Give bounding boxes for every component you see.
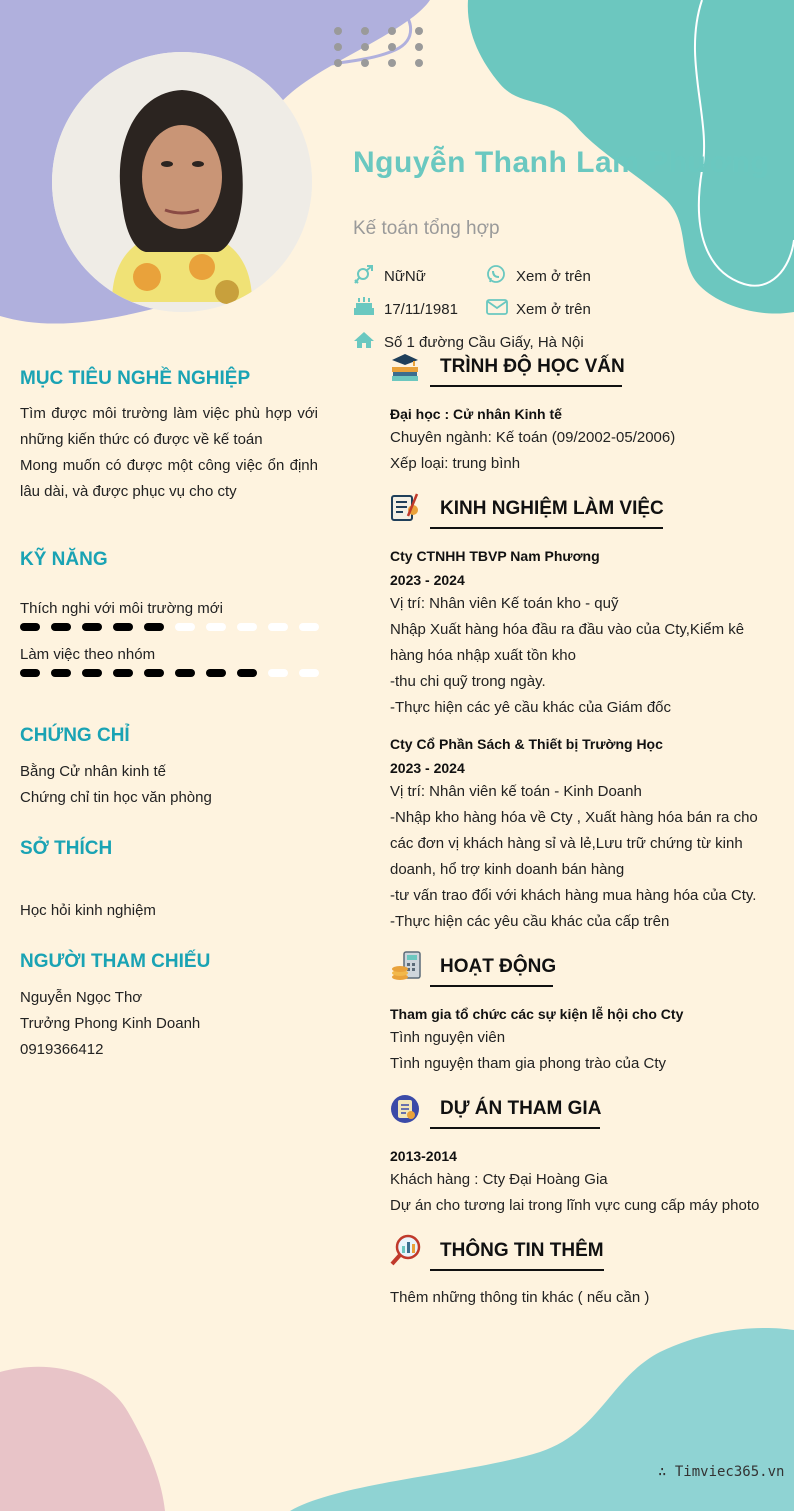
reference-position: Trưởng Phong Kinh Doanh — [20, 1015, 201, 1032]
certificates-title: CHỨNG CHỈ — [20, 725, 130, 746]
birthday-value: 17/11/1981 — [384, 301, 458, 318]
experience-title: KINH NGHIỆM LÀM VIỆC — [440, 498, 664, 519]
activity-item: Tình nguyện tham gia phong trào của Cty — [390, 1055, 667, 1072]
reference-name: Nguyễn Ngọc Thơ — [20, 989, 143, 1006]
job-duty: -thu chi quỹ trong ngày. — [390, 673, 546, 690]
home-icon — [353, 331, 375, 349]
job-duty: -Thực hiện các yêu cầu khác của cấp trên — [390, 913, 670, 930]
graduation-books-icon — [390, 352, 420, 382]
objective-text-2: Mong muốn có được một công việc ổn định lâu dài, và được phục vụ cho cty — [20, 457, 318, 500]
job-role: Vị trí: Nhân viên Kế toán kho - quỹ — [390, 595, 619, 612]
projects-title: DỰ ÁN THAM GIA — [440, 1098, 602, 1119]
gender-icon — [354, 265, 374, 285]
skill-dash-filled — [82, 623, 102, 631]
objective-title: MỤC TIÊU NGHỀ NGHIỆP — [20, 368, 251, 389]
references-title: NGƯỜI THAM CHIẾU — [20, 951, 211, 972]
skill-dash-filled — [144, 623, 164, 631]
phone-icon — [486, 264, 506, 284]
education-title: TRÌNH ĐỘ HỌC VẤN — [440, 356, 625, 377]
education-rank: Xếp loại: trung bình — [390, 455, 521, 472]
job-period: 2023 - 2024 — [390, 760, 465, 776]
job-duty: Nhập Xuất hàng hóa đầu ra đầu vào của Cty,Kiểm kê hàng hóa nhập xuất tồn kho — [390, 621, 745, 664]
skill-dash-filled — [51, 669, 71, 677]
additional-text: Thêm những thông tin khác ( nếu cần ) — [390, 1289, 650, 1306]
activity-item: Tình nguyện viên — [390, 1029, 506, 1046]
phone-value: Xem ở trên — [516, 268, 591, 285]
skill-dash-filled — [144, 669, 164, 677]
hobbies-title: SỞ THÍCH — [20, 838, 113, 859]
job-duty: -tư vấn trao đổi với khách hàng mua hàng hóa của Cty. — [390, 887, 757, 904]
gender-value: NữNữ — [384, 268, 426, 285]
activity-heading: Tham gia tổ chức các sự kiện lễ hội cho Cty — [390, 1006, 684, 1022]
project-description: Dự án cho tương lai trong lĩnh vực cung cấp máy photo — [390, 1197, 760, 1214]
brand-watermark: ∴ Timviec365.vn — [658, 1464, 785, 1480]
skill-dash-empty — [299, 623, 319, 631]
job-duty: -Nhập kho hàng hóa về Cty , Xuất hàng hóa bán ra cho các đơn vị khách hàng sỉ và lẻ,Lưu trữ chứng từ kinh doanh, hổ trợ kinh doanh bán hàng — [390, 809, 758, 878]
profile-photo — [52, 52, 312, 312]
education-major: Chuyên ngành: Kế toán (09/2002-05/2006) — [390, 429, 676, 446]
job-role: Vị trí: Nhân viên kế toán - Kinh Doanh — [390, 783, 642, 800]
calculator-coins-icon — [390, 950, 422, 982]
skill-name: Làm việc theo nhóm — [20, 646, 156, 663]
skill-dash-empty — [237, 623, 257, 631]
experience-document-icon — [390, 492, 420, 522]
reference-phone: 0919366412 — [20, 1041, 104, 1058]
project-period: 2013-2014 — [390, 1148, 457, 1164]
skill-dash-empty — [268, 623, 288, 631]
skill-dash-filled — [237, 669, 257, 677]
projects-underline — [430, 1127, 600, 1129]
skill-dash-filled — [206, 669, 226, 677]
candidate-name: Nguyễn Thanh Lam Phương — [353, 146, 770, 179]
skill-dash-filled — [113, 669, 133, 677]
email-value: Xem ở trên — [516, 301, 591, 318]
skill-dash-filled — [175, 669, 195, 677]
magnifier-chart-icon — [390, 1234, 422, 1266]
skill-dash-filled — [51, 623, 71, 631]
certificate-item: Chứng chỉ tin học văn phòng — [20, 789, 212, 806]
avatar-illustration — [52, 52, 312, 312]
skill-rating-bar — [20, 669, 319, 677]
job-company: Cty Cổ Phần Sách & Thiết bị Trường Học — [390, 736, 663, 752]
certificate-item: Bằng Cử nhân kinh tế — [20, 763, 166, 780]
skill-rating-bar — [20, 623, 319, 631]
objective-text-1: Tìm được môi trường làm việc phù hợp với những kiến thức có được về kế toán — [20, 405, 318, 448]
skill-dash-empty — [206, 623, 226, 631]
skill-dash-filled — [20, 669, 40, 677]
job-company: Cty CTNHH TBVP Nam Phương — [390, 548, 600, 564]
job-title: Kế toán tổng hợp — [353, 218, 500, 239]
address-value: Số 1 đường Cầu Giấy, Hà Nội — [384, 334, 584, 351]
skills-title: KỸ NĂNG — [20, 549, 108, 570]
skill-dash-empty — [299, 669, 319, 677]
email-icon — [486, 299, 508, 315]
hobby-item: Học hỏi kinh nghiệm — [20, 902, 156, 919]
skill-dash-filled — [113, 623, 133, 631]
activities-underline — [430, 985, 553, 987]
skill-dash-filled — [20, 623, 40, 631]
job-duty: -Thực hiện các yê cầu khác của Giám đốc — [390, 699, 672, 716]
skill-dash-empty — [268, 669, 288, 677]
skill-name: Thích nghi với môi trường mới — [20, 600, 223, 617]
education-underline — [430, 385, 622, 387]
education-degree: Đại học : Cử nhân Kinh tế — [390, 406, 562, 422]
skill-dash-empty — [175, 623, 195, 631]
additional-underline — [430, 1269, 604, 1271]
project-clipboard-icon — [390, 1094, 420, 1124]
skill-dash-filled — [82, 669, 102, 677]
job-period: 2023 - 2024 — [390, 572, 465, 588]
experience-underline — [430, 527, 663, 529]
project-client: Khách hàng : Cty Đại Hoàng Gia — [390, 1171, 608, 1188]
activities-title: HOẠT ĐỘNG — [440, 956, 557, 977]
additional-title: THÔNG TIN THÊM — [440, 1240, 604, 1261]
birthday-cake-icon — [353, 296, 375, 316]
